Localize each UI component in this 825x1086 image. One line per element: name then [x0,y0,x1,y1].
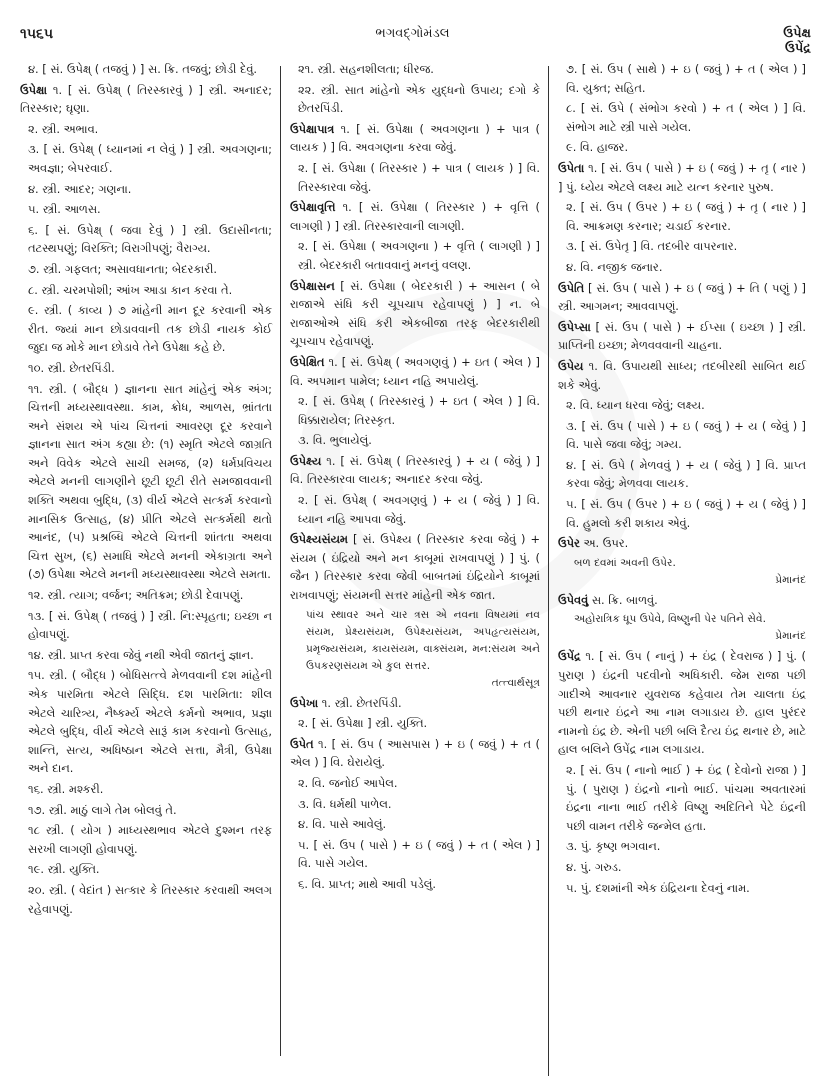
column-2 [290,60,540,896]
definition-text: સ. ક્રિ. બાળવું. [588,592,658,607]
sense-definition: ૧૦. સ્ત્રી. છેતરપિંડી. [28,360,115,375]
sense-definition: ૧૫. સ્ત્રી. ( બૌદ્ધ ) બોધિસત્ત્વે મેળવવાની દશ માંહેની એક પારમિતા એટલે સિદ્ધિ. દશ પારમિતા: શીલ એટલે ચારિત્ર્ય, નૈષ્કર્મ્ય એટલે કર્મનો અભાવ, પ્રજ્ઞા એટલે બુદ્ધિ, વીર્ય એટલે સારૂં કામ કરવાનો ઉત્સાહ, શાન્તિ, સત્ય, અધિષ્ઠાન એટલે સત્તા, મૈત્રી, ઉપેક્ષા અને દાન. [28,668,272,776]
guide-word-last: ઉપેંદ્ર [785,41,811,56]
headword: ઉપેક્ષ્યસંયમ [290,532,348,547]
definition-text: [ સં. ઉપેક્ષ્ય ( તિરસ્કાર કરવા જેવું ) + સંયમ ( ઇંદ્રિયો અને મન કાબૂમાં રાખવાપણું ) ] પું. ( જૈન ) તિરસ્કાર કરવા જેવી બાબતમાં ઇંદ્રિયોને કાબૂમાં રાખવાપણું; સંયમની સત્તર માંહેની એક જાત. [290,532,540,603]
sense-definition: ૪. વિ. પાસે આવેલું. [298,817,387,832]
headword: ઉપેપ્સા [558,319,591,334]
sense-definition: ૮. [ સં. ઉપે ( સંભોગ કરવો ) + ત ( એલ ) ] વિ. સંભોગ માટે સ્ત્રી પાસે ગયેલ. [566,101,806,134]
sense-definition: ૪. વિ. નજીક જનાર. [566,259,663,274]
column-3 [558,60,806,899]
quotation-source: પ્રેમાનંદ [775,573,806,586]
dictionary-entry [290,694,540,713]
sense-definition: ૫. પું. દશમાંની એક ઇંદ્રિયના દેવનું નામ. [566,880,750,895]
quotation-source: તત્ત્વાર્થસૂત્ર [491,676,540,689]
sense-definition: ૫. સ્ત્રી. આળસ. [28,202,101,217]
sense-definition: ૩. [ સં. ઉપેતૃ ] વિ. તદબીર વાપરનાર. [566,239,738,254]
sense-definition: ૭. [ સં. ઉપ ( સાથે ) + ઇ ( જવું ) + ત ( એલ ) ] વિ. યુક્ત; સહિત. [566,62,806,95]
dictionary-entry [290,277,540,351]
sense-definition: ૪. [ સં. ઉપે ( મેળવવું ) + ય ( જેવું ) ] વિ. પ્રાપ્ત કરવા જેવું; મેળવવા લાયક. [566,457,806,491]
dictionary-entry [558,318,806,355]
sense-definition: ૨. [ સં. ઉપેક્ષ્ ( અવગણવું ) + ય ( જેવું ) ] વિ. ધ્યાન નહિ આપવા જેવું. [298,493,540,526]
dictionary-entry [558,357,806,394]
definition-text: ૧. [ સં. ઉપ ( પાસે ) + ઇ ( જવું ) + તૃ ( નાર ) ] પું. ધ્યેય એટલે લક્ષ્ય માટે યત્ન કરનાર પુરુષ. [558,160,806,194]
sense-definition: ૫. [ સં. ઉપ ( ઉપર ) + ઇ ( જવું ) + ય ( જેવું ) ] વિ. હુમલો કરી શકાય એવું. [566,497,806,530]
dictionary-entry [558,159,806,196]
headword: ઉપેક્ષિત [290,354,325,369]
headword: ઉપેક્ષ્ય [290,453,322,468]
guide-word-first: ઉપેક્ષ [783,26,811,41]
sense-definition: ૩. [ સં. ઉપેક્ષ્ ( ધ્યાનમાં ન લેવું ) ] સ્ત્રી. અવગણના; અવજ્ઞા; બેપરવાઈ. [28,142,272,175]
sense-definition: ૨. [ સં. ઉપેક્ષા ( તિરસ્કાર ) + પાત્ર ( લાયક ) ] વિ. તિરસ્કારવા જેવું. [298,160,540,194]
dictionary-entry [558,647,806,759]
sense-definition: ૨. સ્ત્રી. અભાવ. [28,121,99,136]
dictionary-entry [290,120,540,157]
definition-text: ૧. [ સં. ઉપેક્ષ્ ( અવગણવું ) + ઇત ( એલ ) ] વિ. અપમાન પામેલ; ધ્યાન નહિ અપાયેલું. [290,354,540,388]
definition-text: ૧. [ સં. ઉપેક્ષ્ ( તિરસ્કારવું ) + ય ( જેવું ) ] વિ. તિરસ્કારવા લાયક; અનાદર કરવા જેવું. [290,453,540,487]
sense-definition: ૧૯. સ્ત્રી. યુક્તિ. [28,862,100,877]
dictionary-entry [290,198,540,235]
headword: ઉપેર [558,536,580,551]
definition-text: અ. ઉપર. [579,536,629,551]
headword: ઉપેક્ષાસન [290,278,335,293]
sense-definition: ૮. સ્ત્રી. ચરમપોશી; આંખ આડા કાન કરવા તે. [28,282,233,297]
sense-definition: ૨. [ સં. ઉપેક્ષા ( અવગણના ) + વૃત્તિ ( લાગણી ) ] સ્ત્રી. બેદરકારી બતાવવાનું મનનું વલણ. [298,239,540,272]
headword: ઉપેખા [290,695,319,710]
sense-definition: ૯. વિ. હાજર. [566,140,629,155]
dictionary-entry [290,735,540,772]
definition-text: ૧. [ સં. ઉપ ( નાનું ) + ઇંદ્ર ( દેવરાજ ) ] પું. ( પુરાણ ) ઇંદ્રની પદવીનો અધિકારી. જેમ રાજા પછી ગાદીએ આવનાર યુવરાજ કહેવાય તેમ ચાલતા ઇંદ્ર પછી થનાર ઇંદ્રને આ નામ લગાડાય છે. હાલ પુરંદર નામનો ઇંદ્ર છે. એની પછી બલિ દૈત્ય ઇંદ્ર થનાર છે, માટે હાલ બલિને ઉપેંદ્ર નામ લગાડાય. [558,649,806,757]
sense-definition: ૬. [ સં. ઉપેક્ષ્ ( જવા દેવું ) ] સ્ત્રી. ઉદાસીનતા; તટસ્થપણું; વિરક્તિ; વિરાગીપણું; વૈરાગ્ય. [28,222,272,256]
headword: ઉપેતિ [558,280,585,295]
quotation [558,555,806,589]
sense-definition: ૨૧. સ્ત્રી. સહનશીલતા; ધીરજ. [298,62,434,76]
column-1 [20,60,272,920]
column-divider-2 [548,66,549,1076]
sense-definition: ૨. [ સં. ઉપ ( ઉપર ) + ઇ ( જવું ) + તૃ ( નાર ) ] વિ. આક્રમણ કરનાર; ચડાઈ કરનાર. [566,200,806,233]
dictionary-entry [558,534,806,553]
headword: ઉપેંદ્ર [558,649,581,664]
guide-words [783,26,811,56]
sense-definition: ૧૮ સ્ત્રી. ( યોગ ) માધ્યસ્થભાવ એટલે દુશ્મન તરફ સરખી લાગણી હોવાપણું. [28,823,272,856]
sense-definition: ૫. [ સં. ઉપ ( પાસે ) + ઇ ( જવું ) + ત ( એલ ) ] વિ. પાસે ગયેલ. [298,837,540,871]
sense-definition: ૩. પું. કૃષ્ણ ભગવાન. [566,839,661,854]
sense-definition: ૭. સ્ત્રી. ગફલત; અસાવધાનતા; બેદરકારી. [28,261,217,276]
definition-text: ૧. વિ. ઉપાયથી સાધ્ય; તદબીરથી સાબિત થઈ શકે એવું. [558,358,806,392]
sense-definition: ૧૧. સ્ત્રી. ( બૌદ્ધ ) જ્ઞાનના સાત માંહેનું એક અંગ; ચિત્તની મધ્યસ્થાવસ્થા. કામ, ક્રોધ, આળસ, ભ્રાંતતા અને સંશય એ પાંચ ચિત્તનાં આવરણ દૂર કરવાને જ્ઞાનના સાત અંગ કહ્યા છે: (૧) સ્મૃતિ એટલે જાગ્રતિ અને વિવેક એટલે સાચી સમજ, (૨) ધર્મપ્રવિચય એટલે મનની લાગણીને છૂટી છૂટી રીતે સમજાવવાની શક્તિ અથવા બુદ્ધિ, (૩) વીર્ય એટલે સત્કર્મ કરવાનો માનસિક ઉત્સાહ, (૪) પ્રીતિ એટલે સત્કર્મથી થતો આનંદ, (૫) પ્રશ્રબ્ધિ એટલે ચિત્તની શાંતતા અથવા ચિત્ત સુખ, (૬) સમાધિ એટલે મનની એકાગ્રતા અને (૭) ઉપેક્ષા એટલે મનની મધ્યસ્થાવસ્થા એટલે સમતા. [28,381,272,582]
quotation [290,607,540,692]
definition-text: ૧. [ સં. ઉપ ( આસપાસ ) + ઇ ( જવું ) + ત ( એલ ) ] વિ. ઘેરાયેલું. [290,736,540,770]
quotation-text: બળ દવમાં અવની ઉપેર. [574,556,676,569]
headword: ઉપેક્ષા [20,82,48,97]
definition-text: ૧. [ સં. ઉપેક્ષ્ ( તિરસ્કારવું ) ] સ્ત્રી. અનાદર; તિરસ્કાર; ઘૃણા. [20,82,272,116]
definition-text: [ સં. ઉપ ( પાસે ) + ઇ ( જવું ) + તિ ( પણું ) ] સ્ત્રી. આગમન; આવવાપણું. [558,280,806,314]
sense-definition: ૧૬. સ્ત્રી. મશ્કરી. [28,781,104,796]
headword: ઉપેત [290,736,314,751]
sense-definition: ૨. [ સં. ઉપેક્ષ્ ( તિરસ્કારવું ) + ઇત ( એલ ) ] વિ. ધિક્કારાયેલ; તિરસ્કૃત. [298,394,540,427]
sense-definition: ૨. [ સં. ઉપ ( નાનો ભાઈ ) + ઇંદ્ર ( દેવોનો રાજા ) ] પું. ( પુરાણ ) ઇંદ્રનો નાનો ભાઈ. પાંચમા અવતારમાં ઇંદ્રના નાના ભાઈ તરીકે વિષ્ણુ અદિતિને પેટે ઇંદ્રની પછી વામન તરીકે જન્મેલ હતા. [566,763,806,833]
dictionary-entry [558,591,806,610]
sense-definition: ૧૪. સ્ત્રી. પ્રાપ્ત કરવા જેવું નથી એવી જાતનું જ્ઞાન. [28,647,254,662]
definition-text: ૧. [ સં. ઉપેક્ષા ( અવગણના ) + પાત્ર ( લાયક ) ] વિ. અવગણના કરવા જેવું. [290,121,540,155]
sense-definition: ૪. [ સં. ઉપેક્ષ્ ( તજવું ) ] સ. ક્રિ. તજવું; છોડી દેવું. [28,62,258,76]
sense-definition: ૪. સ્ત્રી. આદર; ગણના. [28,181,132,196]
sense-definition: ૧૨. સ્ત્રી. ત્યાગ; વર્જન; અતિક્રમ; છોડી દેવાપણું. [28,588,244,603]
sense-definition: ૩. વિ. ભુલાયેલું. [298,433,372,448]
page-number: ૧૫૬૫ [20,26,54,42]
sense-definition: ૧૩. [ સં. ઉપેક્ષ્ ( તજવું ) ] સ્ત્રી. નિ:સ્પૃહતા; ઇચ્છા ન હોવાપણું. [28,608,272,642]
quotation-text: અહોરાત્રિક ધૂપ ઉપેવે, વિષ્ણુની પેર પતિને સેવે. [574,613,766,626]
definition-text: [ સં. ઉપ ( પાસે ) + ઈપ્સા ( ઇચ્છા ) ] સ્ત્રી. પ્રાપ્તિની ઇચ્છા; મેળવવવાની ચાહના. [558,319,806,353]
column-divider-1 [280,66,281,1056]
sense-definition: ૨. વિ. ધ્યાન ધરવા જેવું; લક્ષ્ય. [566,398,705,413]
dictionary-title: ભગવદ્ગોમંડલ [375,26,450,41]
sense-definition: ૨. [ સં. ઉપેક્ષા ] સ્ત્રી. યુક્તિ. [298,716,428,731]
headword: ઉપેવવું [558,592,589,607]
headword: ઉપેતા [558,160,585,175]
page-header [0,0,825,56]
headword: ઉપેય [558,358,584,373]
headword: ઉપેક્ષાપાત્ર [290,121,335,136]
sense-definition: ૪. પું. ગરુડ. [566,859,622,874]
sense-definition: ૩. [ સં. ઉપ ( પાસે ) + ઇ ( જવું ) + ય ( જેવું ) ] વિ. પાસે જવા જેવું; ગમ્ય. [566,418,806,452]
sense-definition: ૯. સ્ત્રી. ( કાવ્ય ) ૭ માંહેની માન દૂર કરવાની એક રીત. જ્યાં માન છોડાવવાની તક છોડી નાયક કોઈ જુદા જ મોકે માન છોડાવે તેને ઉપેક્ષા કહે છે. [28,303,272,355]
dictionary-entry [290,452,540,489]
definition-text: [ સં. ઉપેક્ષા ( બેદરકારી ) + આસન ( બે રાજાએ સંધિ કરી ચૂપચાપ રહેવાપણું ) ] ન. બે રાજાઓએ સંધિ કરી એકબીજા તરફ બેદરકારીથી ચૂપચાપ રહેવાપણું. [290,278,540,349]
headword: ઉપેક્ષાવૃત્તિ [290,200,336,215]
dictionary-entry [558,279,806,316]
definition-text: ૧. [ સં. ઉપેક્ષા ( તિરસ્કાર ) + વૃત્તિ ( લાગણી ) ] સ્ત્રી. તિરસ્કારવાની લાગણી. [290,200,540,233]
sense-definition: ૩. વિ. ધર્મથી પાળેલ. [298,796,392,811]
quotation-text: પાંચ સ્થાવર અને ચાર ત્રસ એ નવના વિષયમાં નવ સંયમ, પ્રેક્ષ્યસંયમ, ઉપેક્ષ્યસંયમ, અપહૃત્યસંયમ, પ્રમૃજ્યસંયમ, કાયસંયમ, વાક્સંયમ, મન:સંયમ અને ઉપકરણસંયમ એ કુલ સત્તર. [306,608,540,672]
quotation [558,611,806,645]
sense-definition: ૧૭. સ્ત્રી. માઠું લાગે તેમ બોલવું તે. [28,802,177,817]
sense-definition: ૬. વિ. પ્રાપ્ત; માથે આવી પડેલું. [298,876,437,891]
quotation-source: પ્રેમાનંદ [775,630,806,643]
sense-definition: ૨. વિ. જનોઈ આપેલ. [298,776,398,790]
dictionary-entry [290,353,540,390]
definition-text: ૧. સ્ત્રી. છેતરપિંડી. [318,695,402,710]
sense-definition: ૨૨. સ્ત્રી. સાત માંહેનો એક યુદ્ધનો ઉપાય; દગો કે છેતરપિંડી. [298,82,540,116]
dictionary-entry [290,530,540,604]
sense-definition: ૨૦. સ્ત્રી. ( વેદાંત ) સત્કાર કે તિરસ્કાર કરવાથી અલગ રહેવાપણું. [28,882,272,916]
dictionary-entry [20,81,272,118]
